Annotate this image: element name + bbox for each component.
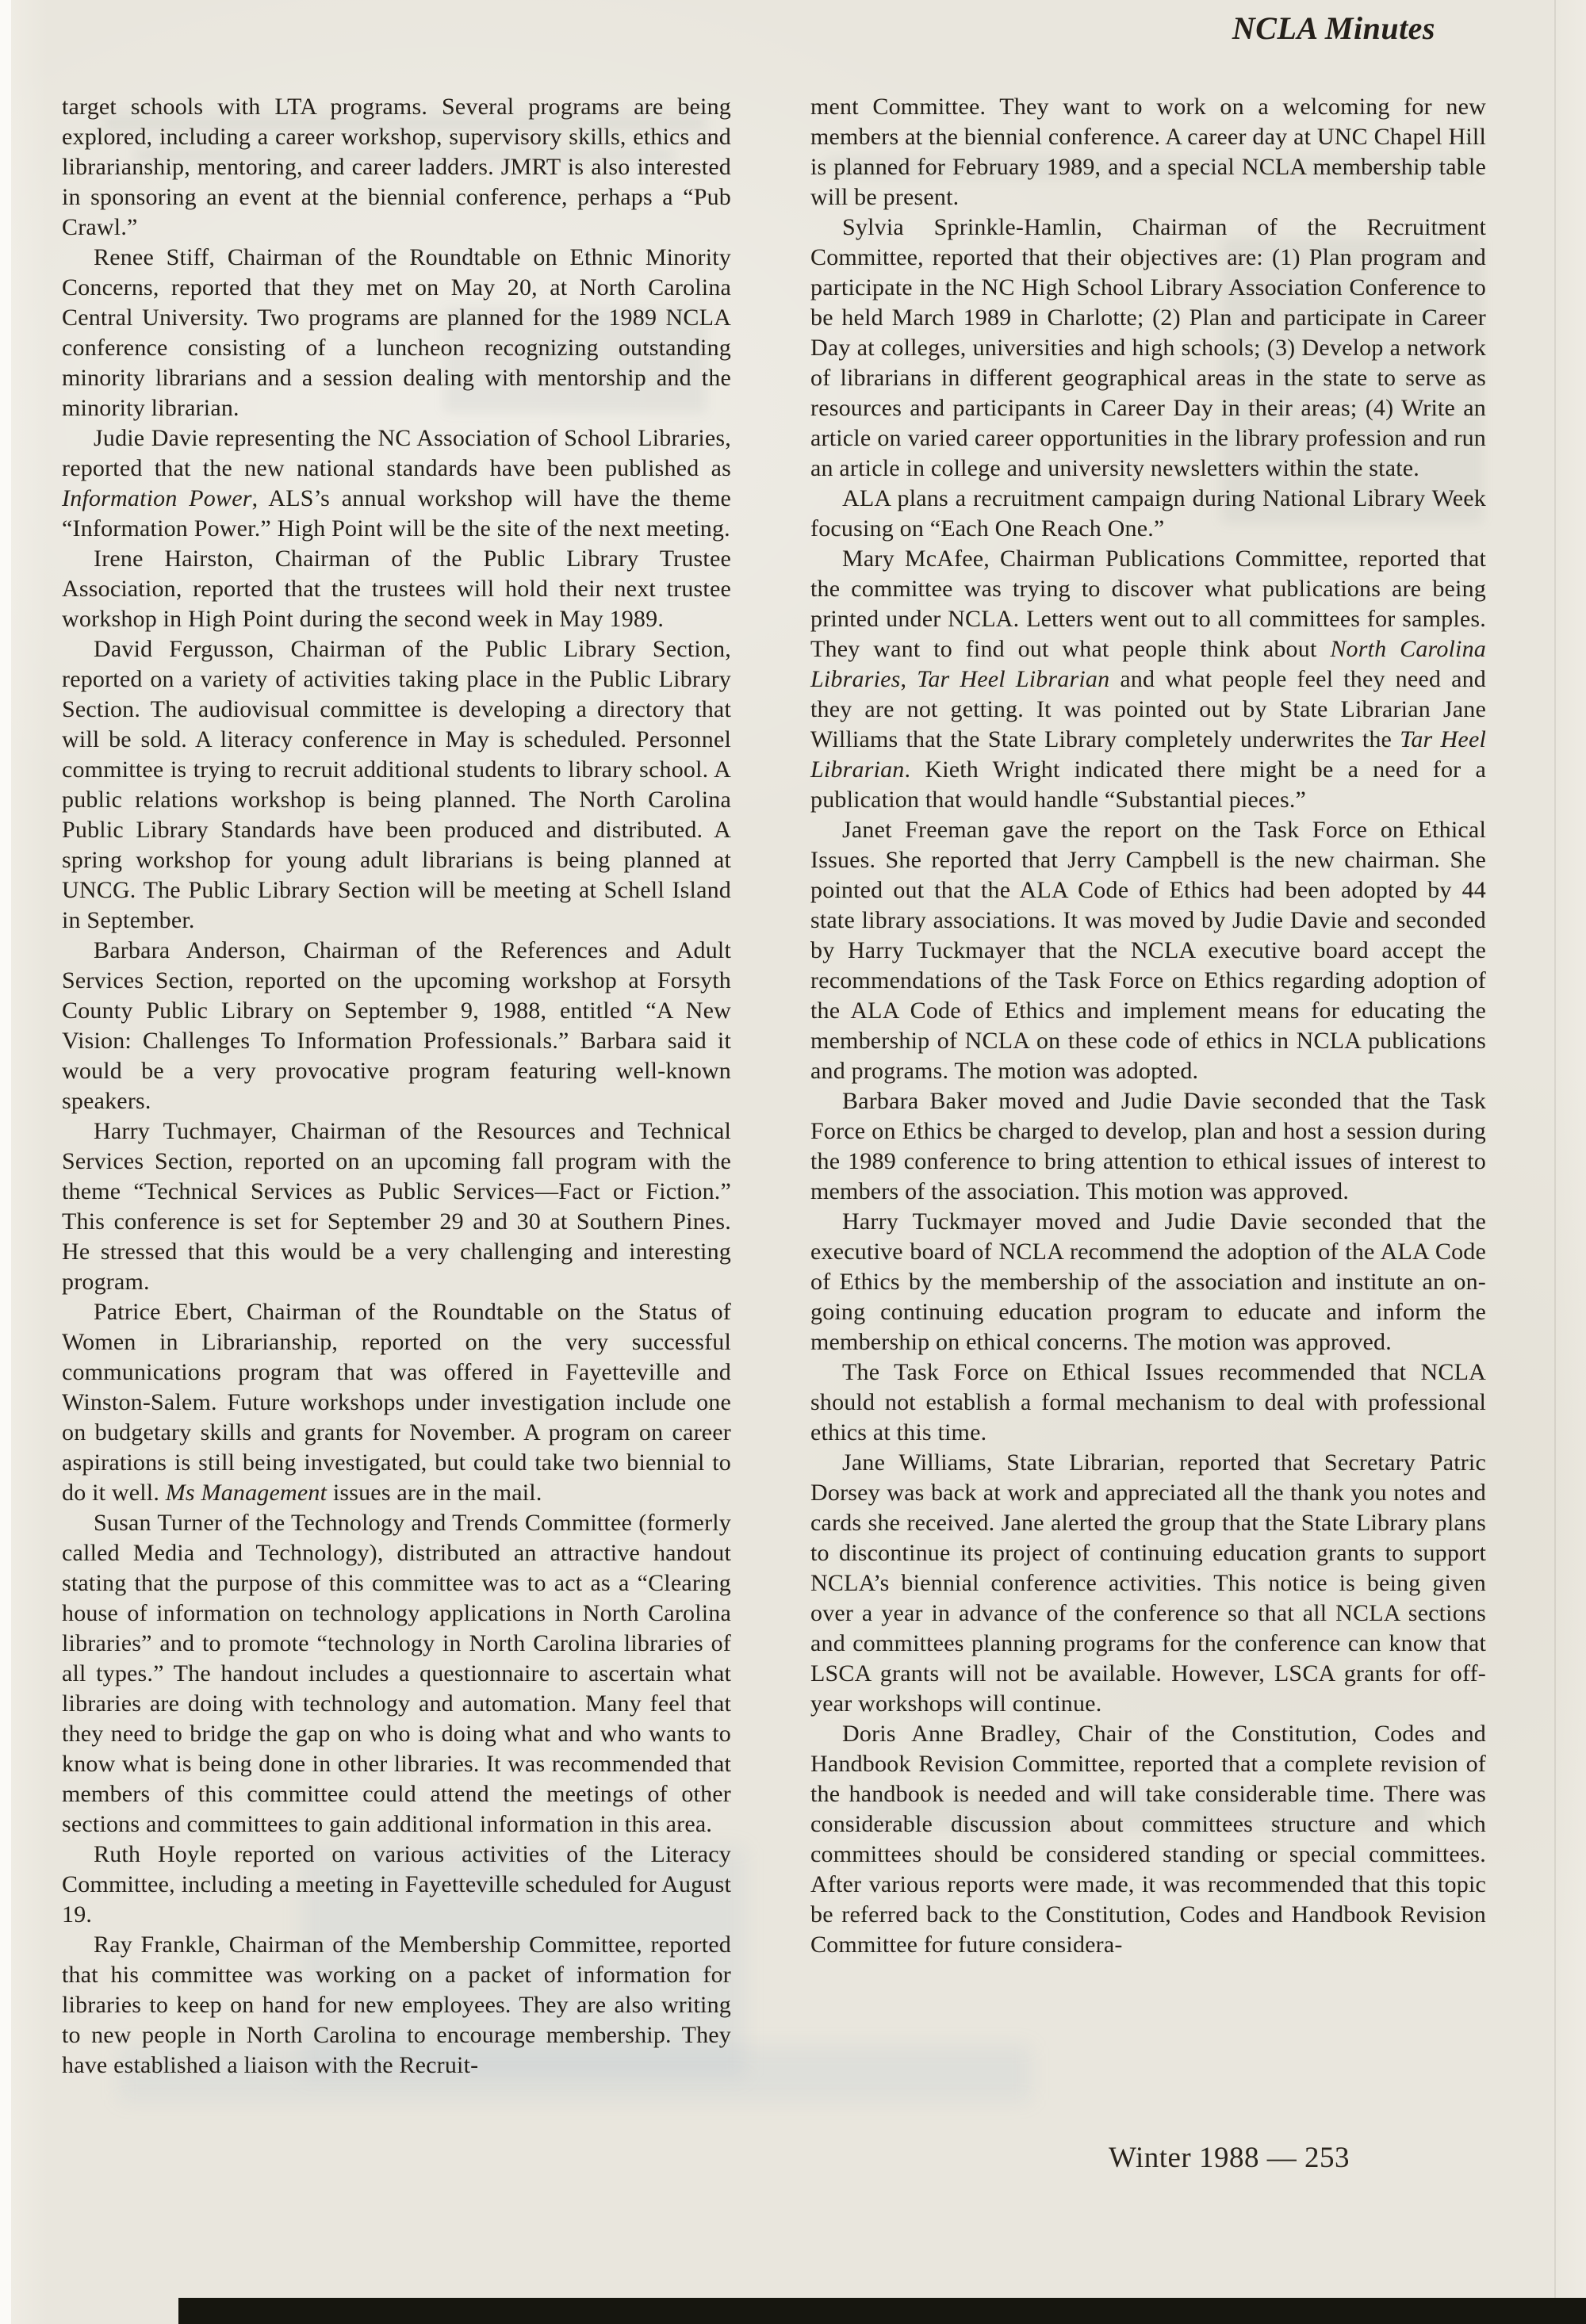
paragraph: Sylvia Sprinkle-Hamlin, Chairman of the Recruitment Committee, reported that their objectives are: (1) Plan program and participate in the NC High School Library Association Conference to be held March 1989 in Charlotte; (2) Plan and participate in Career Day at colleges, universities and high schools; (3) Develop a network of librarians in different geographical areas in the state to serve as resources and participants in Career Day in their areas; (4) Write an article on varied career opportunities in the library profession and run an article in college and university newsletters within the state. [810, 214, 1486, 481]
paragraph: Patrice Ebert, Chairman of the Roundtable on the Status of Women in Librarianship, reported on the very successful communications program that was offered in Fayetteville and Winston-Salem. Future workshops under investigation include one on budgetary skills and grants for November. A program on career aspirations is still being investigated, but could take two biennial to do it well. Ms Management issues are in the mail. [62, 1299, 731, 1506]
footer-issue-page-number: Winter 1988 — 253 [1109, 2142, 1350, 2174]
paragraph: Harry Tuckmayer moved and Judie Davie seconded that the executive board of NCLA recommend the adoption of the ALA Code of Ethics by the membership of the association and institute an on-going continuing education program to educate and inform the membership on ethical concerns. The motion was approved. [810, 1208, 1486, 1355]
paragraph: Ruth Hoyle reported on various activities of the Literacy Committee, including a meeting in Fayetteville scheduled for August 19. [62, 1841, 731, 1928]
paragraph: target schools with LTA programs. Several programs are being explored, including a career workshop, supervisory skills, ethics and librarianship, mentoring, and career ladders. JMRT is also interested in sponsoring an event at the biennial conference, perhaps a “Pub Crawl.” [62, 94, 731, 240]
paragraph: Barbara Baker moved and Judie Davie seconded that the Task Force on Ethics be charged to develop, plan and host a session during the 1989 conference to bring attention to ethical issues of interest to members of the association. This motion was approved. [810, 1088, 1486, 1204]
paragraph: Doris Anne Bradley, Chair of the Constitution, Codes and Handbook Revision Committee, reported that a complete revision of the handbook is needed and will take considerable time. There was considerable discussion about committees structure and which committees should be considered standing or special committees. After various reports were made, it was recommended that this topic be referred back to the Constitution, Codes and Handbook Revision Committee for future considera- [810, 1721, 1486, 1958]
paragraph: Renee Stiff, Chairman of the Roundtable on Ethnic Minority Concerns, reported that they met on May 20, at North Carolina Central University. Two programs are planned for the 1989 NCLA conference consisting of a luncheon recognizing outstanding minority librarians and a session dealing with mentorship and the minority librarian. [62, 244, 731, 421]
page-header-title: NCLA Minutes [1232, 10, 1435, 46]
paragraph: Mary McAfee, Chairman Publications Committee, reported that the committee was trying to discover what publications are being printed under NCLA. Letters went out to all committees for samples. They want to find out what people think about North Carolina Libraries, Tar Heel Librarian and what people feel they need and they are not getting. It was pointed out by State Librarian Jane Williams that the State Library completely underwrites the Tar Heel Librarian. Kieth Wright indicated there might be a need for a publication that would handle “Substantial pieces.” [810, 546, 1487, 813]
paragraph: Judie Davie representing the NC Association of School Libraries, reported that the new national standards have been published as Information Power, ALS’s annual workshop will have the theme “Information Power.” High Point will be the site of the next meeting. [62, 425, 731, 542]
scan-edge-bottom [178, 2298, 1586, 2324]
scan-edge-left [0, 0, 11, 2324]
paragraph: Barbara Anderson, Chairman of the References and Adult Services Section, reported on the upcoming workshop at Forsyth County Public Library on September 9, 1988, entitled “A New Vision: Challenges To Information Professionals.” Barbara said it would be a very provocative program featuring well-known speakers. [62, 937, 731, 1114]
paragraph: Irene Hairston, Chairman of the Public Library Trustee Association, reported that the trustees will hold their next trustee workshop in High Point during the second week in May 1989. [62, 546, 731, 632]
text-column-right [810, 92, 1486, 1960]
page-fold-line [1554, 0, 1556, 2324]
text-column-left [62, 92, 731, 2081]
paragraph: ALA plans a recruitment campaign during National Library Week focusing on “Each One Reach One.” [810, 485, 1486, 542]
paragraph: David Fergusson, Chairman of the Public Library Section, reported on a variety of activities taking place in the Public Library Section. The audiovisual committee is developing a directory that will be sold. A literacy conference in May is scheduled. Personnel committee is trying to recruit additional students to library school. A public relations workshop is being planned. The North Carolina Public Library Standards have been produced and distributed. A spring workshop for young adult librarians is being planned at UNCG. The Public Library Section will be meeting at Schell Island in September. [62, 636, 731, 933]
paragraph: The Task Force on Ethical Issues recommended that NCLA should not establish a formal mechanism to deal with professional ethics at this time. [810, 1359, 1486, 1445]
paragraph: Jane Williams, State Librarian, reported that Secretary Patric Dorsey was back at work and appreciated all the thank you notes and cards she received. Jane alerted the group that the State Library plans to discontinue its project of continuing education grants to support NCLA’s biennial conference activities. This notice is being given over a year in advance of the conference so that all NCLA sections and committees planning programs for the conference can know that LSCA grants will not be available. However, LSCA grants for off-year workshops will continue. [810, 1449, 1486, 1717]
paragraph: Ray Frankle, Chairman of the Membership Committee, reported that his committee was working on a packet of information for libraries to keep on hand for new employees. They are also writing to new people in North Carolina to encourage membership. They have established a liaison with the Recruit- [62, 1932, 731, 2078]
paragraph: Susan Turner of the Technology and Trends Committee (formerly called Media and Technology), distributed an attractive handout stating that the purpose of this committee was to act as a “Clearing house of information on technology applications in North Carolina libraries” and to promote “technology in North Carolina libraries of all types.” The handout includes a questionnaire to ascertain what libraries are doing with technology and automation. Many feel that they need to bridge the gap on who is doing what and who wants to know what is being done in other libraries. It was recommended that members of this committee could attend the meetings of other sections and committees to gain additional information in this area. [62, 1510, 731, 1837]
paragraph: Janet Freeman gave the report on the Task Force on Ethical Issues. She reported that Jerry Campbell is the new chairman. She pointed out that the ALA Code of Ethics had been adopted by 44 state library associations. It was moved by Judie Davie and seconded by Harry Tuckmayer that the NCLA executive board accept the recommendations of the Task Force on Ethics regarding adoption of the ALA Code of Ethics and implement means for educating the membership of NCLA on these code of ethics in NCLA publications and programs. The motion was adopted. [810, 817, 1486, 1084]
paragraph: ment Committee. They want to work on a welcoming for new members at the biennial conference. A career day at UNC Chapel Hill is planned for February 1989, and a special NCLA membership table will be present. [810, 94, 1486, 210]
paragraph: Harry Tuchmayer, Chairman of the Resources and Technical Services Section, reported on an upcoming fall program with the theme “Technical Services as Public Services—Fact or Fiction.” This conference is set for September 29 and 30 at Southern Pines. He stressed that this would be a very challenging and interesting program. [62, 1118, 731, 1295]
